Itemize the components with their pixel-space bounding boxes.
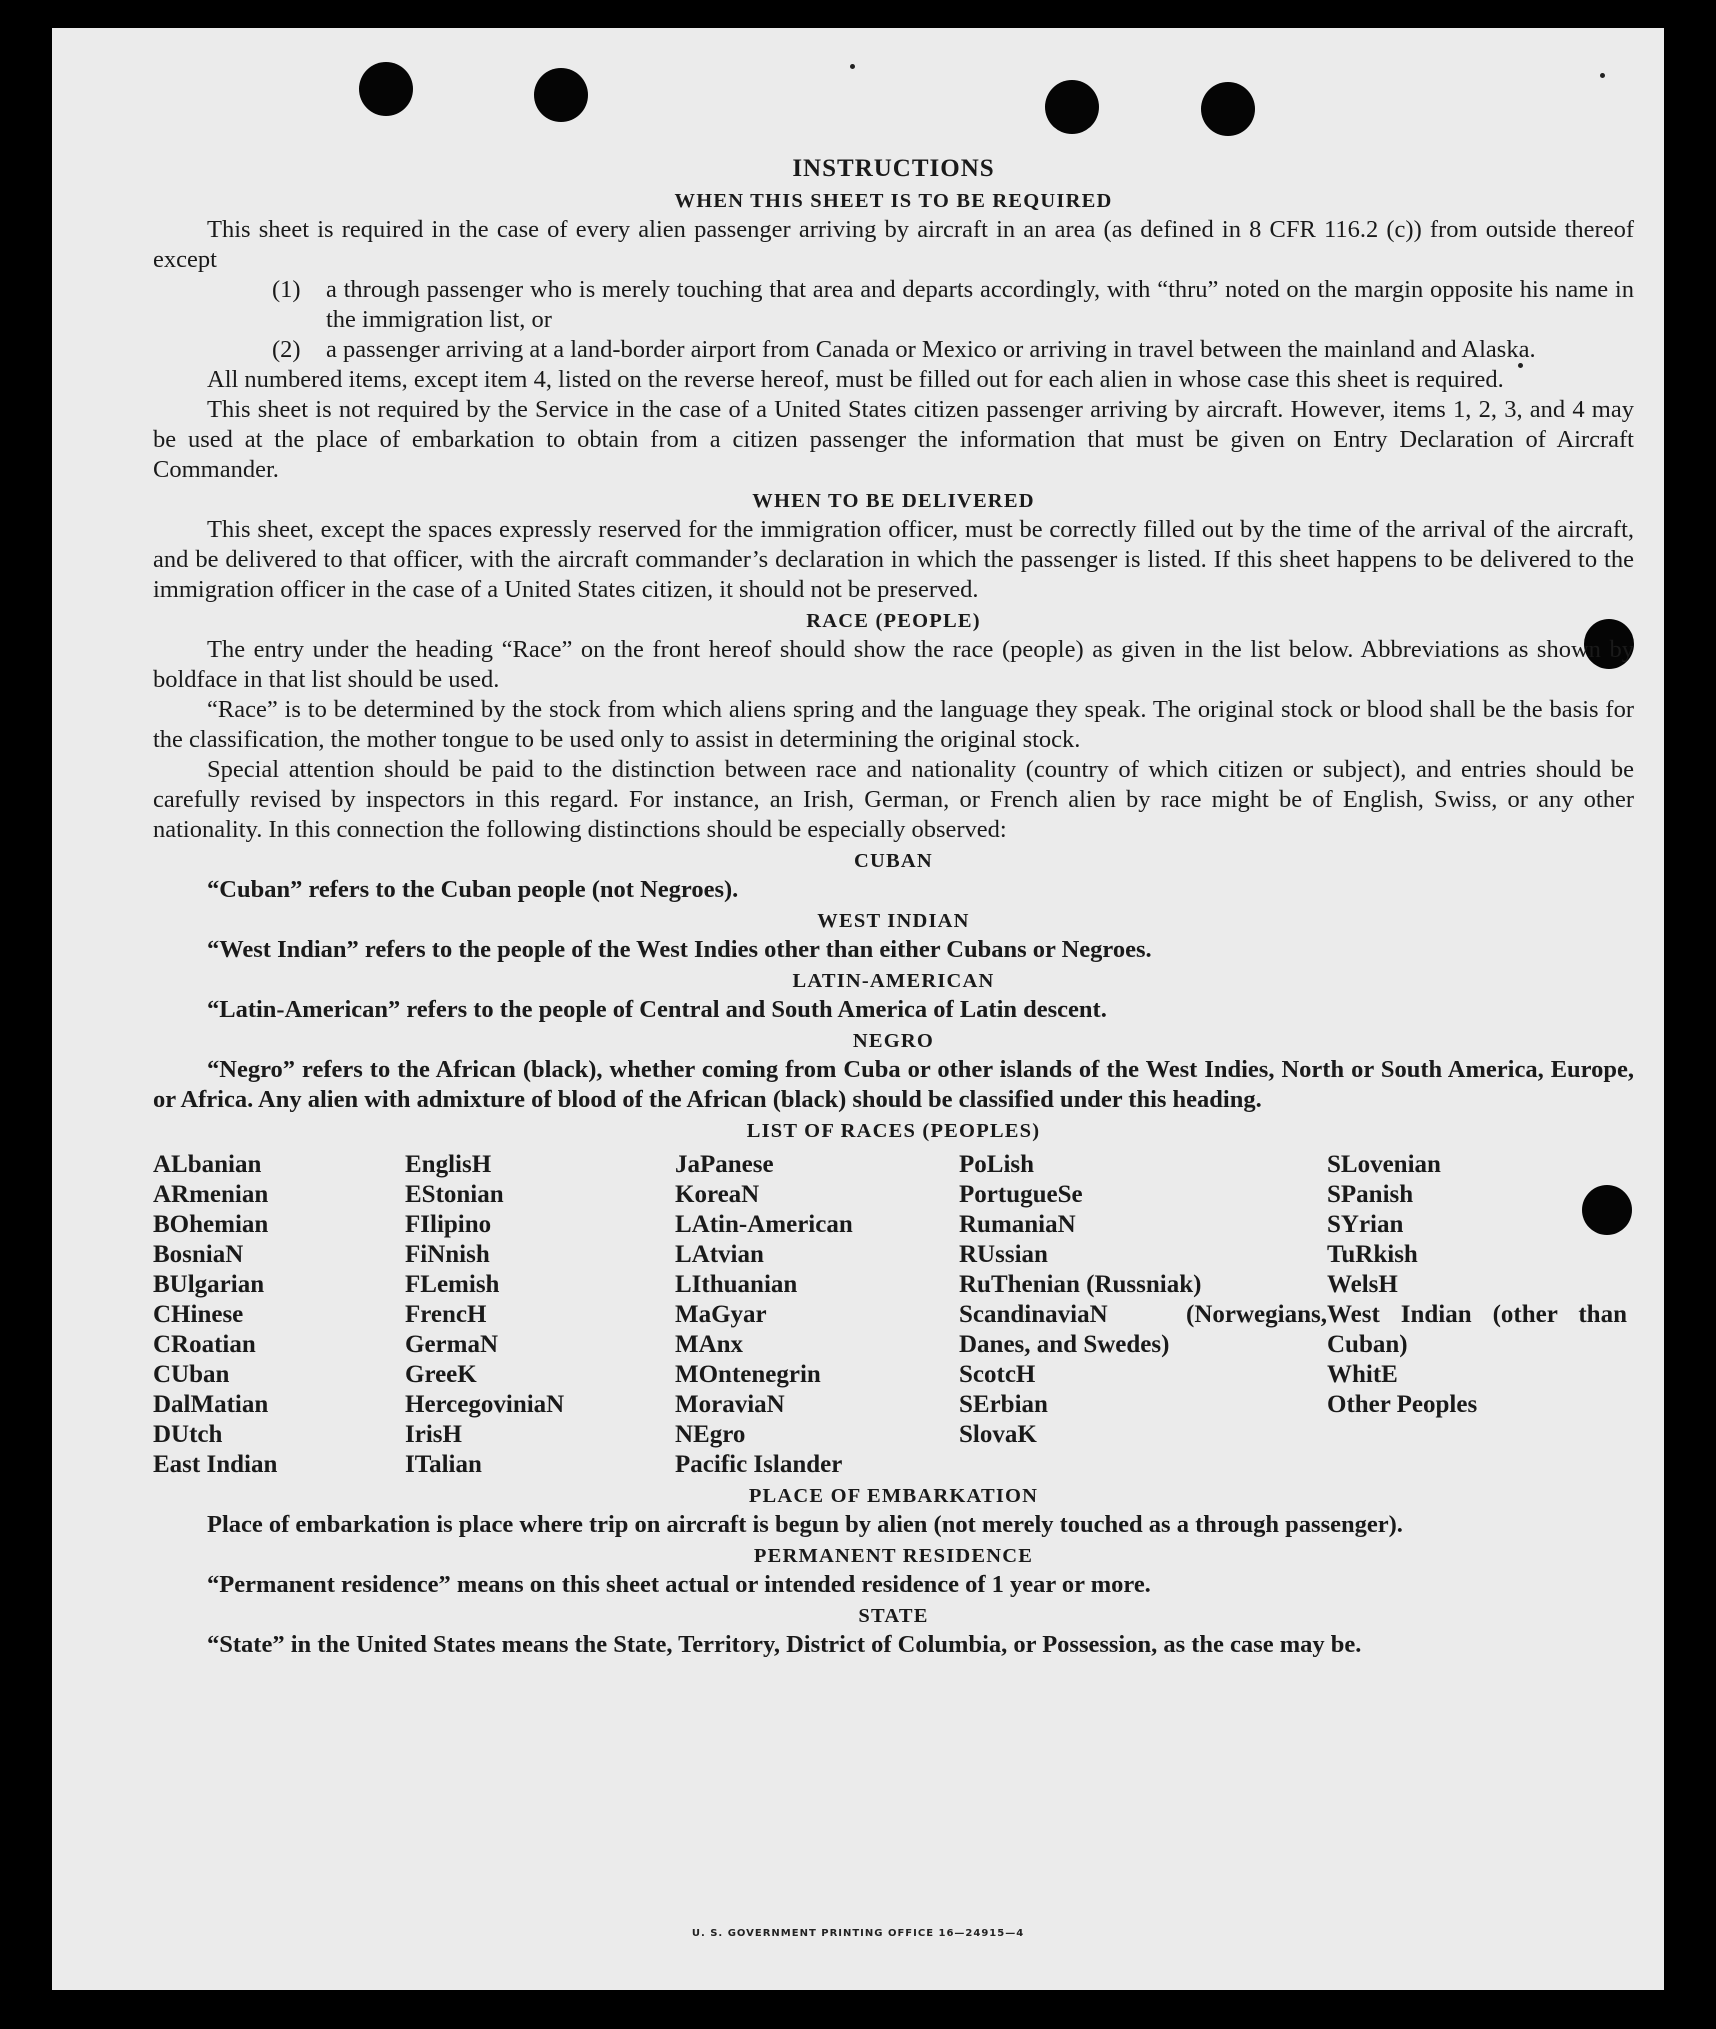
paragraph: This sheet is not required by the Service in the case of a United States citizen passenger arriving by aircraft. However, items 1, 2, 3, and 4 may be used at the place of embarkation to obtain from a citizen passenger the information that must be given on Entry Declaration of Aircraft Commander.: [153, 396, 1634, 483]
section-heading: PERMANENT RESIDENCE: [753, 1545, 1034, 1567]
paragraph: “Race” is to be determined by the stock from which aliens spring and the language they speak. The original stock or blood shall be the basis for the classification, the mother tongue to be used only to assist in determining the original stock.: [153, 696, 1634, 753]
race-entry: LAtin-American: [675, 1211, 853, 1238]
race-entry: DalMatian: [153, 1391, 269, 1418]
race-entry: BosniaN: [153, 1241, 244, 1268]
race-entry: PortugueSe: [959, 1181, 1083, 1208]
item-text: a passenger arriving at a land-border airport from Canada or Mexico or arriving in travel between the mainland and Alaska.: [326, 336, 1536, 363]
race-entry: PoLish: [959, 1151, 1035, 1178]
race-entry: FrencH: [405, 1301, 487, 1328]
definition: “Negro” refers to the African (black), whether coming from Cuba or other islands of the West Indies, North or South America, Europe, or Africa. Any alien with admixture of blood of the African (black) should be classified under this heading.: [153, 1056, 1634, 1113]
item-number: (1): [272, 276, 301, 303]
race-entry: RumaniaN: [959, 1211, 1076, 1238]
race-entry: FIlipino: [405, 1211, 492, 1238]
paragraph: Special attention should be paid to the distinction between race and nationality (country of which citizen or subject), and entries should be carefully revised by inspectors in this regard. For instance, an Irish, German, or French alien by race might be of English, Swiss, or any other nationality. In this connection the following distinctions should be especially observed:: [153, 756, 1634, 843]
punch-hole: [534, 68, 588, 122]
race-entry: MoraviaN: [675, 1391, 785, 1418]
race-entry: ITalian: [405, 1451, 482, 1478]
race-entry: EStonian: [405, 1181, 504, 1208]
paragraph: This sheet, except the spaces expressly reserved for the immigration officer, must be correctly filled out by the time of the arrival of the aircraft, and be delivered to that officer, with the aircraft commander’s declaration in which the passenger is listed. If this sheet happens to be delivered to the immigration officer in the case of a United States citizen, it should not be preserved.: [153, 516, 1634, 603]
printer-imprint: U. S. GOVERNMENT PRINTING OFFICE 16—24915—4: [691, 1928, 1025, 1939]
instructions-content: [153, 154, 1634, 1660]
section-heading: WHEN THIS SHEET IS TO BE REQUIRED: [674, 190, 1113, 212]
definition: “Cuban” refers to the Cuban people (not Negroes).: [207, 876, 739, 903]
speck: [1600, 73, 1605, 78]
paragraph: The entry under the heading “Race” on the front hereof should show the race (people) as given in the list below. Abbreviations as shown by boldface in that list should be used.: [153, 636, 1634, 693]
race-entry: GermaN: [405, 1331, 499, 1358]
item-number: (2): [272, 336, 301, 363]
race-entry: RUssian: [959, 1241, 1048, 1268]
race-entry: East Indian: [153, 1451, 278, 1478]
paragraph: All numbered items, except item 4, listed on the reverse hereof, must be filled out for each alien in whose case this sheet is required.: [207, 366, 1504, 393]
section-heading: NEGRO: [852, 1030, 935, 1052]
item-text: a through passenger who is merely touching that area and departs accordingly, with “thru” noted on the margin opposite his name in the immigration list, or: [326, 276, 1634, 333]
numbered-item: [272, 275, 1634, 335]
race-entry: WhitE: [1327, 1361, 1398, 1388]
definition: “State” in the United States means the State, Territory, District of Columbia, or Possession, as the case may be.: [207, 1631, 1362, 1658]
race-entry: BOhemian: [153, 1211, 269, 1238]
race-entry: CHinese: [153, 1301, 244, 1328]
numbered-item: [272, 335, 1634, 365]
race-entry: CUban: [153, 1361, 230, 1388]
race-entry: SYrian: [1327, 1211, 1404, 1238]
definition: Place of embarkation is place where trip on aircraft is begun by alien (not merely touched as a through passenger).: [207, 1511, 1403, 1538]
race-column: [675, 1150, 959, 1480]
race-entry: MOntenegrin: [675, 1361, 821, 1388]
race-entry: LAtvian: [675, 1241, 764, 1268]
race-entry: EnglisH: [405, 1151, 492, 1178]
definition: “Permanent residence” means on this sheet actual or intended residence of 1 year or more.: [207, 1571, 1151, 1598]
section-heading: WEST INDIAN: [817, 910, 970, 932]
race-entry: KoreaN: [675, 1181, 760, 1208]
race-entry: DUtch: [153, 1421, 223, 1448]
race-entry: RuThenian (Russniak): [959, 1271, 1202, 1298]
race-column: [959, 1150, 1327, 1480]
race-entry: SLovenian: [1327, 1151, 1441, 1178]
section-heading: STATE: [858, 1605, 929, 1627]
race-entry: GreeK: [405, 1361, 477, 1388]
punch-hole: [1045, 80, 1099, 134]
race-list: [153, 1150, 1634, 1480]
race-entry: ScandinaviaN (Norwegians, Danes, and Swedes): [959, 1301, 1327, 1358]
definition: “West Indian” refers to the people of the West Indies other than either Cubans or Negroes.: [207, 936, 1152, 963]
race-entry: HercegoviniaN: [405, 1391, 565, 1418]
race-entry: IrisH: [405, 1421, 462, 1448]
section-heading: PLACE OF EMBARKATION: [748, 1485, 1039, 1507]
speck: [850, 64, 855, 69]
section-heading: RACE (PEOPLE): [806, 610, 981, 632]
page-title: INSTRUCTIONS: [792, 155, 995, 182]
race-entry: West Indian (other than Cuban): [1327, 1301, 1627, 1358]
race-entry: FLemish: [405, 1271, 500, 1298]
race-entry: TuRkish: [1327, 1241, 1418, 1268]
definition: “Latin-American” refers to the people of Central and South America of Latin descent.: [207, 996, 1107, 1023]
race-entry: SErbian: [959, 1391, 1048, 1418]
document-sheet: [52, 28, 1664, 1990]
race-entry: ALbanian: [153, 1151, 262, 1178]
race-column: [405, 1150, 675, 1480]
race-entry: Pacific Islander: [675, 1451, 843, 1478]
race-entry: NEgro: [675, 1421, 746, 1448]
race-entry: FiNnish: [405, 1241, 490, 1268]
race-entry: MAnx: [675, 1331, 744, 1358]
race-column: [1327, 1150, 1627, 1480]
race-entry: ScotcH: [959, 1361, 1036, 1388]
race-entry: ARmenian: [153, 1181, 269, 1208]
section-heading: WHEN TO BE DELIVERED: [752, 490, 1035, 512]
section-heading: CUBAN: [854, 850, 933, 872]
paragraph: This sheet is required in the case of every alien passenger arriving by aircraft in an area (as defined in 8 CFR 116.2 (c)) from outside thereof except: [153, 216, 1634, 273]
race-entry: Other Peoples: [1327, 1391, 1478, 1418]
section-heading: LIST OF RACES (PEOPLES): [746, 1120, 1041, 1142]
race-entry: WelsH: [1327, 1271, 1398, 1298]
section-heading: LATIN-AMERICAN: [792, 970, 995, 992]
race-entry: SlovaK: [959, 1421, 1037, 1448]
punch-hole: [359, 62, 413, 116]
race-entry: LIthuanian: [675, 1271, 798, 1298]
race-column: [153, 1150, 405, 1480]
race-entry: BUlgarian: [153, 1271, 265, 1298]
race-entry: MaGyar: [675, 1301, 767, 1328]
race-entry: CRoatian: [153, 1331, 256, 1358]
punch-hole: [1201, 82, 1255, 136]
race-entry: JaPanese: [675, 1151, 774, 1178]
race-entry: SPanish: [1327, 1181, 1414, 1208]
